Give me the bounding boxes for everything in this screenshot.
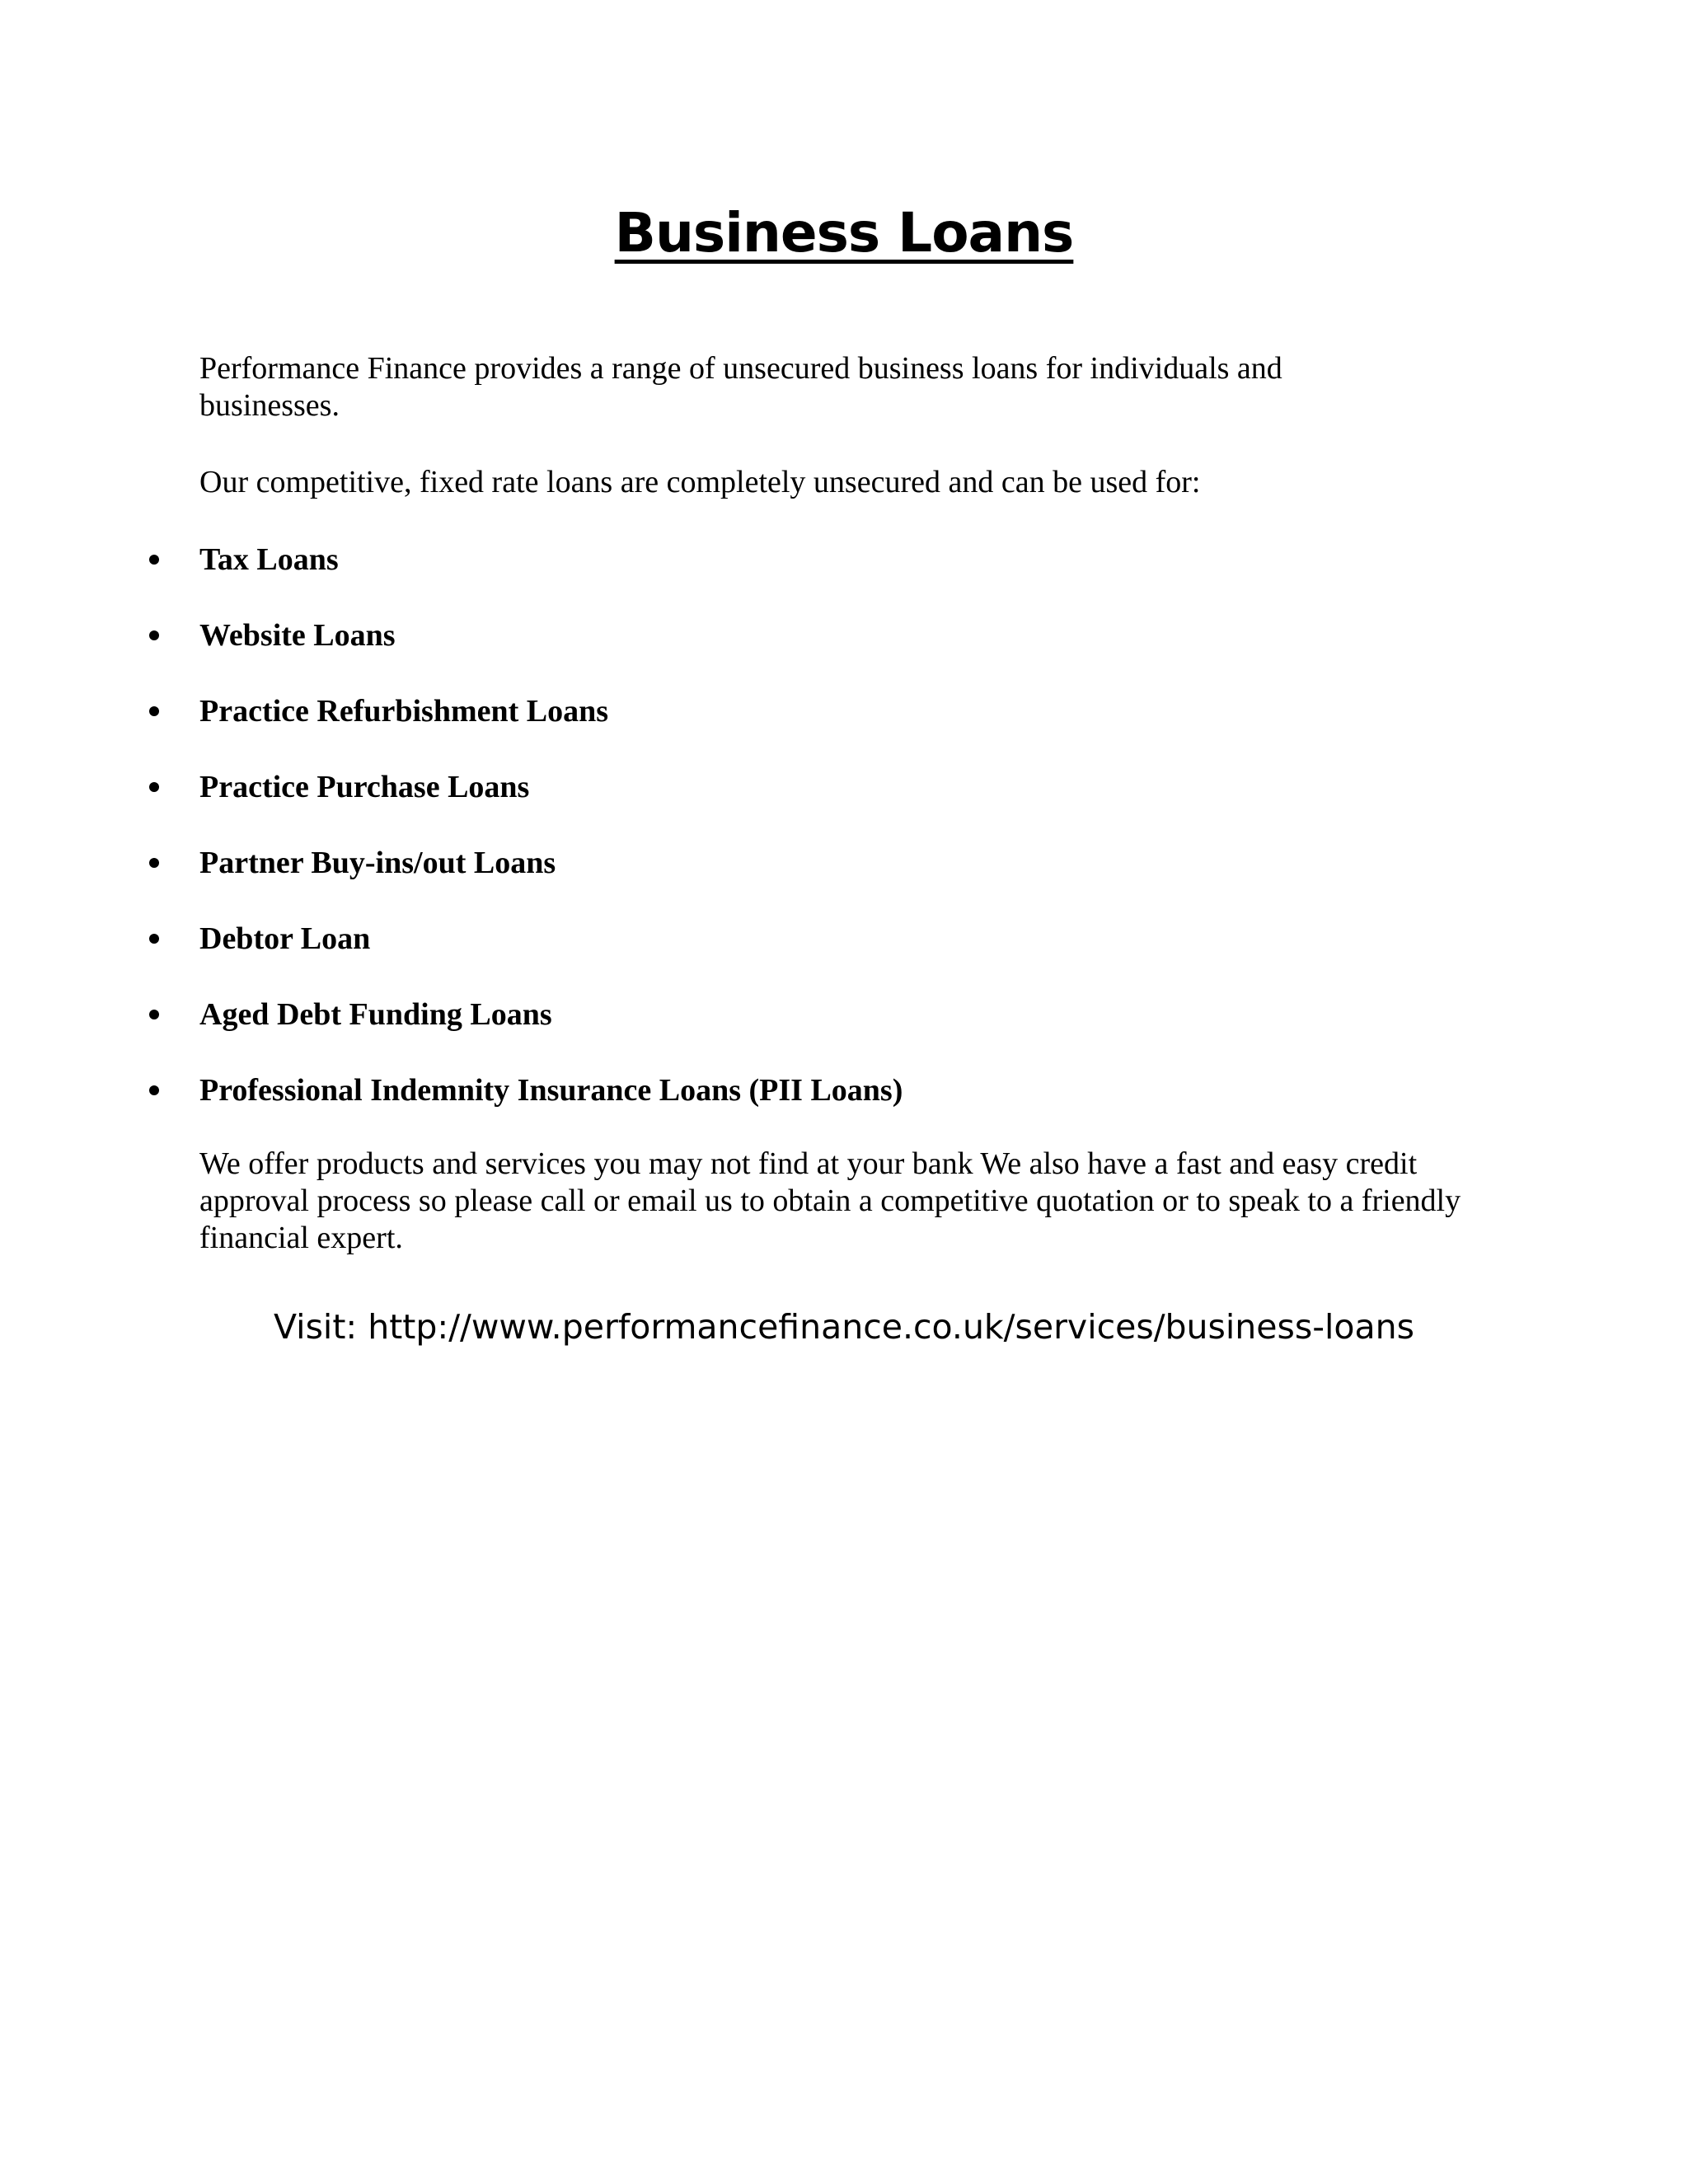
list-item bbox=[0, 920, 1688, 996]
loan-type-label: Tax Loans bbox=[199, 542, 339, 577]
loan-types-list bbox=[0, 541, 1688, 1147]
bullet-icon bbox=[149, 630, 159, 640]
bullet-icon bbox=[149, 1010, 159, 1019]
list-item bbox=[0, 616, 1688, 692]
list-item bbox=[0, 844, 1688, 920]
bullet-icon bbox=[149, 555, 159, 565]
page-title-text: Business Loans bbox=[614, 201, 1074, 265]
bullet-icon bbox=[149, 858, 159, 868]
visit-link[interactable]: Visit: http://www.performancefinance.co.uk/services/business-loans bbox=[274, 1307, 1414, 1347]
page-title bbox=[0, 196, 1688, 270]
lead-paragraph: Our competitive, fixed rate loans are completely unsecured and can be used for: bbox=[199, 465, 1201, 499]
bullet-icon bbox=[149, 934, 159, 944]
loan-type-label: Practice Refurbishment Loans bbox=[199, 694, 609, 729]
loan-type-label: Debtor Loan bbox=[199, 921, 371, 956]
loan-type-label: Practice Purchase Loans bbox=[199, 770, 530, 804]
loan-type-label: Partner Buy-ins/out Loans bbox=[199, 846, 556, 880]
list-item bbox=[0, 541, 1688, 616]
list-item bbox=[0, 996, 1688, 1071]
bullet-icon bbox=[149, 706, 159, 716]
loan-type-label: Website Loans bbox=[199, 618, 396, 653]
outro-paragraph: We offer products and services you may not find at your bank We also have a fast and easy credit approval process so please call or email us to obtain a competitive quotation or to speak to a friendly financial expert. bbox=[199, 1146, 1461, 1255]
list-item bbox=[0, 768, 1688, 844]
loan-type-label: Professional Indemnity Insurance Loans (PII Loans) bbox=[199, 1073, 903, 1108]
bullet-icon bbox=[149, 782, 159, 792]
loan-type-label: Aged Debt Funding Loans bbox=[199, 997, 552, 1032]
intro-paragraph: Performance Finance provides a range of unsecured business loans for individuals and businesses. bbox=[199, 351, 1282, 423]
list-item bbox=[0, 1071, 1688, 1147]
list-item bbox=[0, 692, 1688, 768]
bullet-icon bbox=[149, 1085, 159, 1095]
